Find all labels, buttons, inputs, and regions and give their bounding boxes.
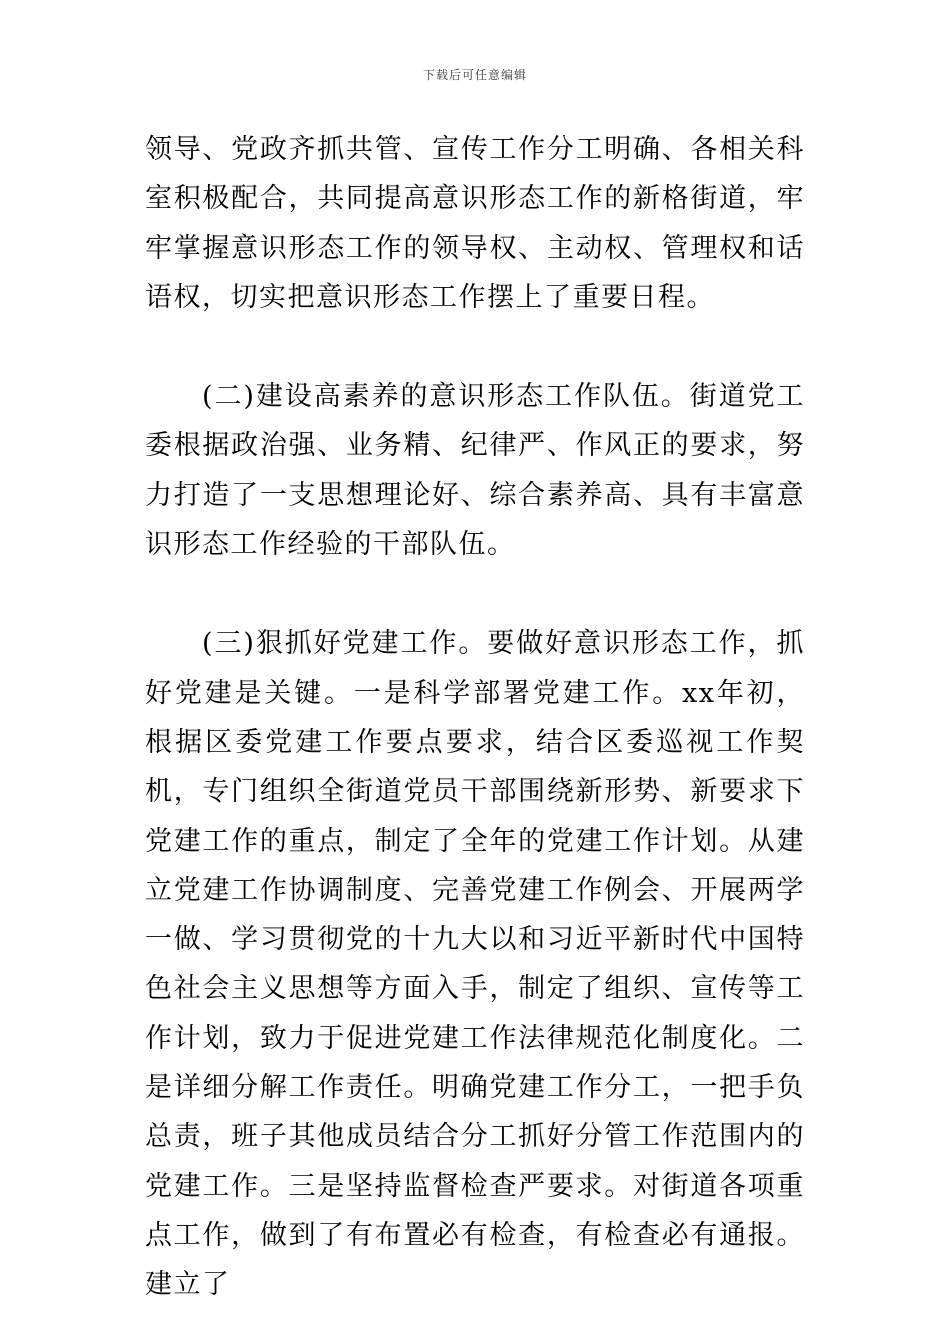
paragraph-section-3: (三)狠抓好党建工作。要做好意识形态工作，抓好党建是关键。一是科学部署党建工作。xx年初，根据区委党建工作要点要求，结合区委巡视工作契机，专门组织全街道党员干部围绕新形势、新要求下党建工作的重点，制定了全年的党建工作计划。从建立党建工作协调制度、完善党建工作例会、开展两学一做、学习贯彻党的十九大以和习近平新时代中国特色社会主义思想等方面入手，制定了组织、宣传等工作计划，致力于促进党建工作法律规范化制度化。二是详细分解工作责任。明确党建工作分工，一把手负总责，班子其他成员结合分工抓好分管工作范围内的党建工作。三是坚持监督检查严要求。对街道各项重点工作，做到了有布置必有检查，有检查必有通报。建立了 <box>145 628 805 1301</box>
paragraph-section-2: (二)建设高素养的意识形态工作队伍。街道党工委根据政治强、业务精、纪律严、作风正的要求，努力打造了一支思想理论好、综合素养高、具有丰富意识形态工作经验的干部队伍。 <box>145 381 805 561</box>
paragraph-spacer <box>145 569 805 619</box>
page-header-note: 下载后可任意编辑 <box>422 68 527 82</box>
paragraph-spacer <box>145 322 805 372</box>
paragraph-continuation: 领导、党政齐抓共管、宣传工作分工明确、各相关科室积极配合，共同提高意识形态工作的新格街道，牢牢掌握意识形态工作的领导权、主动权、管理权和话语权，切实把意识形态工作摆上了重要日程。 <box>145 134 805 313</box>
document-body <box>145 125 805 1310</box>
